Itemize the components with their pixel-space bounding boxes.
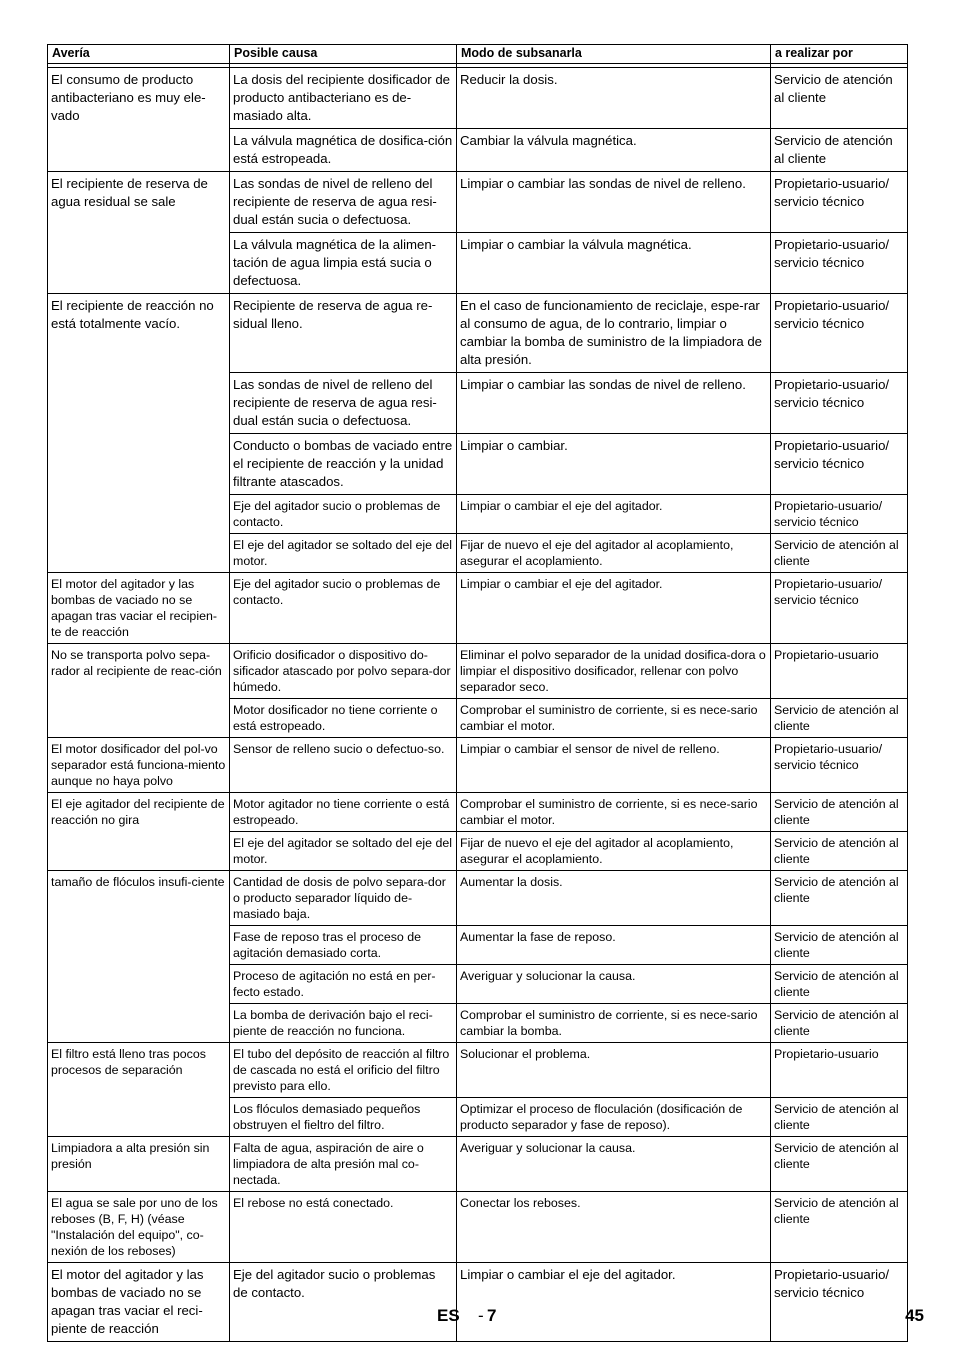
table-row: [48, 1192, 908, 1263]
by-cell: Propietario-usuario: [771, 644, 908, 699]
table-row: [48, 738, 908, 793]
remedy-cell: Comprobar el suministro de corriente, si es nece-sario cambiar el motor.: [457, 793, 771, 832]
remedy-cell: Fijar de nuevo el eje del agitador al acoplamiento, asegurar el acoplamiento.: [457, 832, 771, 871]
by-cell: Servicio de atención al cliente: [771, 793, 908, 832]
cause-cell: El rebose no está conectado.: [230, 1192, 457, 1263]
by-cell: Servicio de atención al cliente: [771, 1192, 908, 1263]
remedy-cell: Eliminar el polvo separador de la unidad dosifica-dora o limpiar el dispositivo dosificador, rellenar con polvo separador seco.: [457, 644, 771, 699]
by-cell: Servicio de atención al cliente: [771, 129, 908, 172]
cause-cell: Orificio dosificador o dispositivo do-sificador atascado por polvo separa-dor húmedo.: [230, 644, 457, 699]
by-cell: Servicio de atención al cliente: [771, 68, 908, 129]
remedy-cell: Solucionar el problema.: [457, 1043, 771, 1098]
remedy-cell: Reducir la dosis.: [457, 68, 771, 129]
fault-cell: tamaño de flóculos insufi-ciente: [48, 871, 230, 1043]
remedy-cell: Aumentar la dosis.: [457, 871, 771, 926]
cause-cell: Eje del agitador sucio o problemas de contacto.: [230, 495, 457, 534]
fault-cell: El motor del agitador y las bombas de vaciado no se apagan tras vaciar el recipien-te de reacción: [48, 573, 230, 644]
table-row: [48, 1043, 908, 1098]
by-cell: Servicio de atención al cliente: [771, 926, 908, 965]
fault-cell: El agua se sale por uno de los reboses (B, F, H) (véase "Instalación del equipo", co-nexión de los reboses): [48, 1192, 230, 1263]
by-cell: Propietario-usuario/ servicio técnico: [771, 294, 908, 373]
remedy-cell: Comprobar el suministro de corriente, si es nece-sario cambiar la bomba.: [457, 1004, 771, 1043]
by-cell: Propietario-usuario/ servicio técnico: [771, 434, 908, 495]
cause-cell: Sensor de relleno sucio o defectuo-so.: [230, 738, 457, 793]
table-row: [48, 871, 908, 926]
fault-cell: El eje agitador del recipiente de reacción no gira: [48, 793, 230, 871]
cause-cell: Las sondas de nivel de relleno del recipiente de reserva de agua resi-dual están sucia o defectuosa.: [230, 373, 457, 434]
table-row: [48, 573, 908, 644]
cause-cell: Motor dosificador no tiene corriente o está estropeado.: [230, 699, 457, 738]
cause-cell: La dosis del recipiente dosificador de producto antibacteriano es de-masiado alta.: [230, 68, 457, 129]
by-cell: Servicio de atención al cliente: [771, 965, 908, 1004]
by-cell: Servicio de atención al cliente: [771, 534, 908, 573]
cause-cell: Eje del agitador sucio o problemas de contacto.: [230, 573, 457, 644]
by-cell: Propietario-usuario/ servicio técnico: [771, 373, 908, 434]
header-by: a realizar por: [771, 45, 908, 64]
by-cell: Servicio de atención al cliente: [771, 699, 908, 738]
remedy-cell: Averiguar y solucionar la causa.: [457, 1137, 771, 1192]
remedy-cell: Limpiar o cambiar las sondas de nivel de relleno.: [457, 172, 771, 233]
cause-cell: La válvula magnética de la alimen-tación de agua limpia está sucia o defectuosa.: [230, 233, 457, 294]
by-cell: Propietario-usuario: [771, 1043, 908, 1098]
fault-cell: El consumo de producto antibacteriano es muy ele-vado: [48, 68, 230, 172]
fault-cell: Limpiadora a alta presión sin presión: [48, 1137, 230, 1192]
language-code: ES: [437, 1306, 460, 1325]
by-cell: Propietario-usuario/ servicio técnico: [771, 495, 908, 534]
by-cell: Propietario-usuario/ servicio técnico: [771, 172, 908, 233]
by-cell: Propietario-usuario/ servicio técnico: [771, 738, 908, 793]
remedy-cell: Limpiar o cambiar el eje del agitador.: [457, 1263, 771, 1342]
remedy-cell: Limpiar o cambiar.: [457, 434, 771, 495]
section-page-number: 7: [487, 1306, 497, 1325]
cause-cell: El tubo del depósito de reacción al filtro de cascada no está el orificio del filtro previsto para ello.: [230, 1043, 457, 1098]
cause-cell: El eje del agitador se soltado del eje del motor.: [230, 534, 457, 573]
by-cell: Servicio de atención al cliente: [771, 1098, 908, 1137]
by-cell: Propietario-usuario/ servicio técnico: [771, 233, 908, 294]
table-row: [48, 294, 908, 373]
cause-cell: Proceso de agitación no está en per-fecto estado.: [230, 965, 457, 1004]
cause-cell: Fase de reposo tras el proceso de agitación demasiado corta.: [230, 926, 457, 965]
remedy-cell: Limpiar o cambiar el sensor de nivel de relleno.: [457, 738, 771, 793]
cause-cell: Los flóculos demasiado pequeños obstruyen el fieltro del filtro.: [230, 1098, 457, 1137]
remedy-cell: Limpiar o cambiar la válvula magnética.: [457, 233, 771, 294]
cause-cell: Las sondas de nivel de relleno del recipiente de reserva de agua resi-dual están sucia o defectuosa.: [230, 172, 457, 233]
fault-cell: El recipiente de reserva de agua residual se sale: [48, 172, 230, 294]
cause-cell: Motor agitador no tiene corriente o está estropeado.: [230, 793, 457, 832]
cause-cell: Cantidad de dosis de polvo separa-dor o producto separador líquido de-masiado baja.: [230, 871, 457, 926]
page-number: 45: [905, 1306, 924, 1325]
cause-cell: La bomba de derivación bajo el reci-piente de reacción no funciona.: [230, 1004, 457, 1043]
page-footer: [0, 1306, 954, 1328]
footer-dash: -: [478, 1306, 484, 1325]
by-cell: Propietario-usuario/ servicio técnico: [771, 573, 908, 644]
remedy-cell: Averiguar y solucionar la causa.: [457, 965, 771, 1004]
remedy-cell: Optimizar el proceso de floculación (dosificación de producto separador y fase de reposo).: [457, 1098, 771, 1137]
by-cell: Servicio de atención al cliente: [771, 832, 908, 871]
remedy-cell: Fijar de nuevo el eje del agitador al acoplamiento, asegurar el acoplamiento.: [457, 534, 771, 573]
by-cell: Propietario-usuario/ servicio técnico: [771, 1263, 908, 1342]
cause-cell: Conducto o bombas de vaciado entre el recipiente de reacción y la unidad filtrante atascados.: [230, 434, 457, 495]
remedy-cell: Conectar los reboses.: [457, 1192, 771, 1263]
by-cell: Servicio de atención al cliente: [771, 1137, 908, 1192]
table-row: [48, 1263, 908, 1342]
table-row: [48, 172, 908, 233]
remedy-cell: Comprobar el suministro de corriente, si es nece-sario cambiar el motor.: [457, 699, 771, 738]
fault-cell: El motor dosificador del pol-vo separador está funciona-miento aunque no haya polvo: [48, 738, 230, 793]
fault-cell: El filtro está lleno tras pocos procesos de separación: [48, 1043, 230, 1137]
cause-cell: Eje del agitador sucio o problemas de contacto.: [230, 1263, 457, 1342]
table-row: [48, 68, 908, 129]
cause-cell: El eje del agitador se soltado del eje del motor.: [230, 832, 457, 871]
remedy-cell: Limpiar o cambiar las sondas de nivel de relleno.: [457, 373, 771, 434]
cause-cell: Falta de agua, aspiración de aire o limpiadora de alta presión mal co-nectada.: [230, 1137, 457, 1192]
cause-cell: La válvula magnética de dosifica-ción está estropeada.: [230, 129, 457, 172]
remedy-cell: En el caso de funcionamiento de reciclaje, espe-rar al consumo de agua, de lo contrario, limpiar o cambiar la bomba de suministro de la limpiadora de alta presión.: [457, 294, 771, 373]
remedy-cell: Limpiar o cambiar el eje del agitador.: [457, 573, 771, 644]
remedy-cell: Limpiar o cambiar el eje del agitador.: [457, 495, 771, 534]
table-row: [48, 1137, 908, 1192]
fault-cell: El motor del agitador y las bombas de vaciado no se apagan tras vaciar el reci-piente de reacción: [48, 1263, 230, 1342]
remedy-cell: Aumentar la fase de reposo.: [457, 926, 771, 965]
header-fault: Avería: [48, 45, 230, 64]
fault-cell: El recipiente de reacción no está totalmente vacío.: [48, 294, 230, 573]
header-cause: Posible causa: [230, 45, 457, 64]
fault-cell: No se transporta polvo sepa-rador al recipiente de reac-ción: [48, 644, 230, 738]
cause-cell: Recipiente de reserva de agua re-sidual lleno.: [230, 294, 457, 373]
by-cell: Servicio de atención al cliente: [771, 871, 908, 926]
by-cell: Servicio de atención al cliente: [771, 1004, 908, 1043]
remedy-cell: Cambiar la válvula magnética.: [457, 129, 771, 172]
table-header-row: [48, 45, 908, 64]
table-row: [48, 644, 908, 699]
troubleshooting-table: [47, 44, 908, 1342]
table-row: [48, 793, 908, 832]
header-remedy: Modo de subsanarla: [457, 45, 771, 64]
